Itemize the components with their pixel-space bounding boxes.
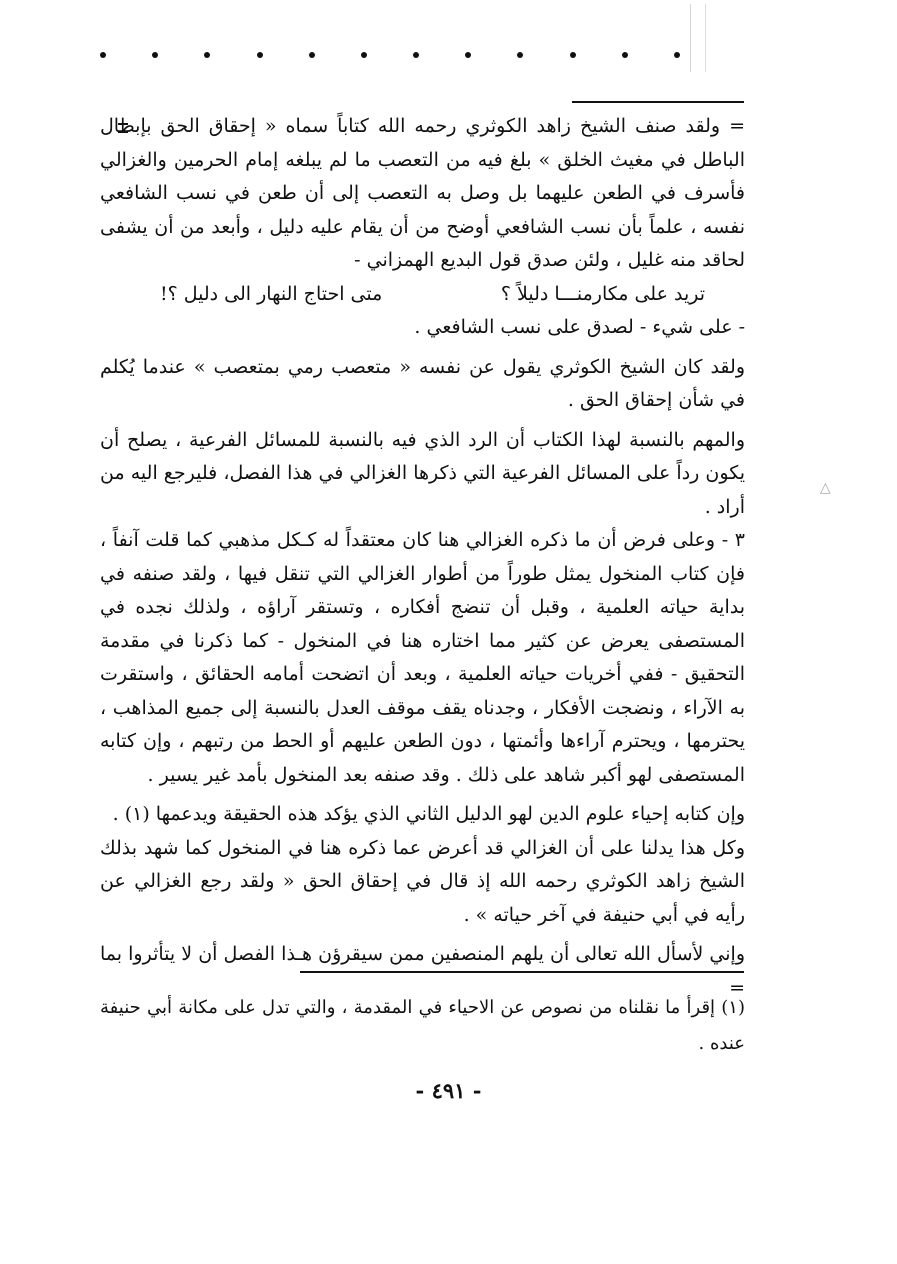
- dot: [465, 52, 471, 58]
- paragraph: وإني لأسأل الله تعالى أن يلهم المنصفين ممن سيقرؤن هـذا الفصل أن لا يتأثروا بما =: [100, 943, 745, 999]
- dot: [257, 52, 263, 58]
- paragraph: ٣ - وعلى فرض أن ما ذكره الغزالي هنا كان معتقداً له كـكل مذهبي كما قلت آنفاً ، فإن كتاب المنخول يمثل طوراً من أطوار الغزالي التي تنقل فيها ، ولقد صنفه في بداية حياته العلمية ، وقبل أن تنضج أفكاره ، وتستقر آراؤه ، ولذلك نجده في المستصفى يعرض عن كثير مما اختاره هنا في المنخول - كما ذكرنا في مقدمة التحقيق - ففي أخريات حياته العلمية ، وبعد أن اتضحت أمامه الحقائق ، واستقرت به الآراء ، ونضجت الأفكار ، وجدناه يقف موقف العدل بالنسبة إلى جميع المذاهب ، يحترمها ، ويحترم آراءها وأئمتها ، دون الطعن عليهم أو الحط من رتبهم ، وإن كتابه المستصفى لهو أكبر شاهد على ذلك . وقد صنفه بعد المنخول بأمد غير يسير .: [100, 529, 745, 786]
- paragraph: وإن كتابه إحياء علوم الدين لهو الدليل الثاني الذي يؤكد هذه الحقيقة ويدعمها (١) .: [112, 803, 745, 825]
- footnote: (١) إقرأ ما نقلناه من نصوص عن الاحياء في المقدمة ، والتي تدل على مكانة أبي حنيفة عنده .: [100, 997, 745, 1054]
- dot: [622, 52, 628, 58]
- dot: [204, 52, 210, 58]
- main-text: [100, 110, 745, 1005]
- pencil-mark: [690, 4, 706, 72]
- verse-second-hemistich: متى احتاج النهار الى دليل ؟!: [160, 282, 383, 305]
- page-number: - ٤٩١ -: [415, 1078, 482, 1103]
- margin-scribble: △: [820, 480, 831, 496]
- top-rule: [572, 101, 744, 103]
- paragraph: وكل هذا يدلنا على أن الغزالي قد أعرض عما ذكره هنا في المنخول كما شهد بذلك الشيخ زاهد الكوثري رحمه الله إذ قال في إحقاق الحق « ولقد رجع الغزالي عن رأيه في أبي حنيفة في آخر حياته » .: [100, 836, 745, 926]
- dot: [152, 52, 158, 58]
- paragraph: ولقد كان الشيخ الكوثري يقول عن نفسه « متعصب رمي بمتعصب » عندما يُكلم في شأن إحقاق الحق .: [100, 355, 745, 411]
- dot: [100, 52, 106, 58]
- dot: [517, 52, 523, 58]
- dot: [361, 52, 367, 58]
- dot: [413, 52, 419, 58]
- dot: [674, 52, 680, 58]
- paragraph: = ولقد صنف الشيخ زاهد الكوثري رحمه الله كتاباً سماه « إحقاق الحق بإبطال الباطل في مغيث الخلق » بلغ فيه من التعصب ما لم يبلغه إمام الحرمين والغزالي فأسرف في الطعن عليهما بل وصل به التعصب إلى أن طعن في نسب الشافعي نفسه ، علماً بأن نسب الشافعي أوضح من أن يقام عليه دليل ، وأبعد من أن يشفى لحاقد منه غليل ، ولئن صدق قول البديع الهمزاني -: [100, 115, 745, 271]
- paragraph: والمهم بالنسبة لهذا الكتاب أن الرد الذي فيه بالنسبة للمسائل الفرعية ، يصلح أن يكون رداً على المسائل الفرعية التي ذكرها الغزالي في هذا الفصل، فليرجع اليه من أراد .: [100, 428, 745, 518]
- dot: [570, 52, 576, 58]
- dot: [309, 52, 315, 58]
- paragraph: - على شيء - لصدق على نسب الشافعي .: [414, 316, 745, 338]
- verse-first-hemistich: تريد على مكارمنـــا دليلاً ؟: [500, 282, 705, 305]
- poetry-verse: [100, 278, 745, 312]
- footnote-rule: [300, 971, 744, 973]
- header-dots: [100, 52, 680, 58]
